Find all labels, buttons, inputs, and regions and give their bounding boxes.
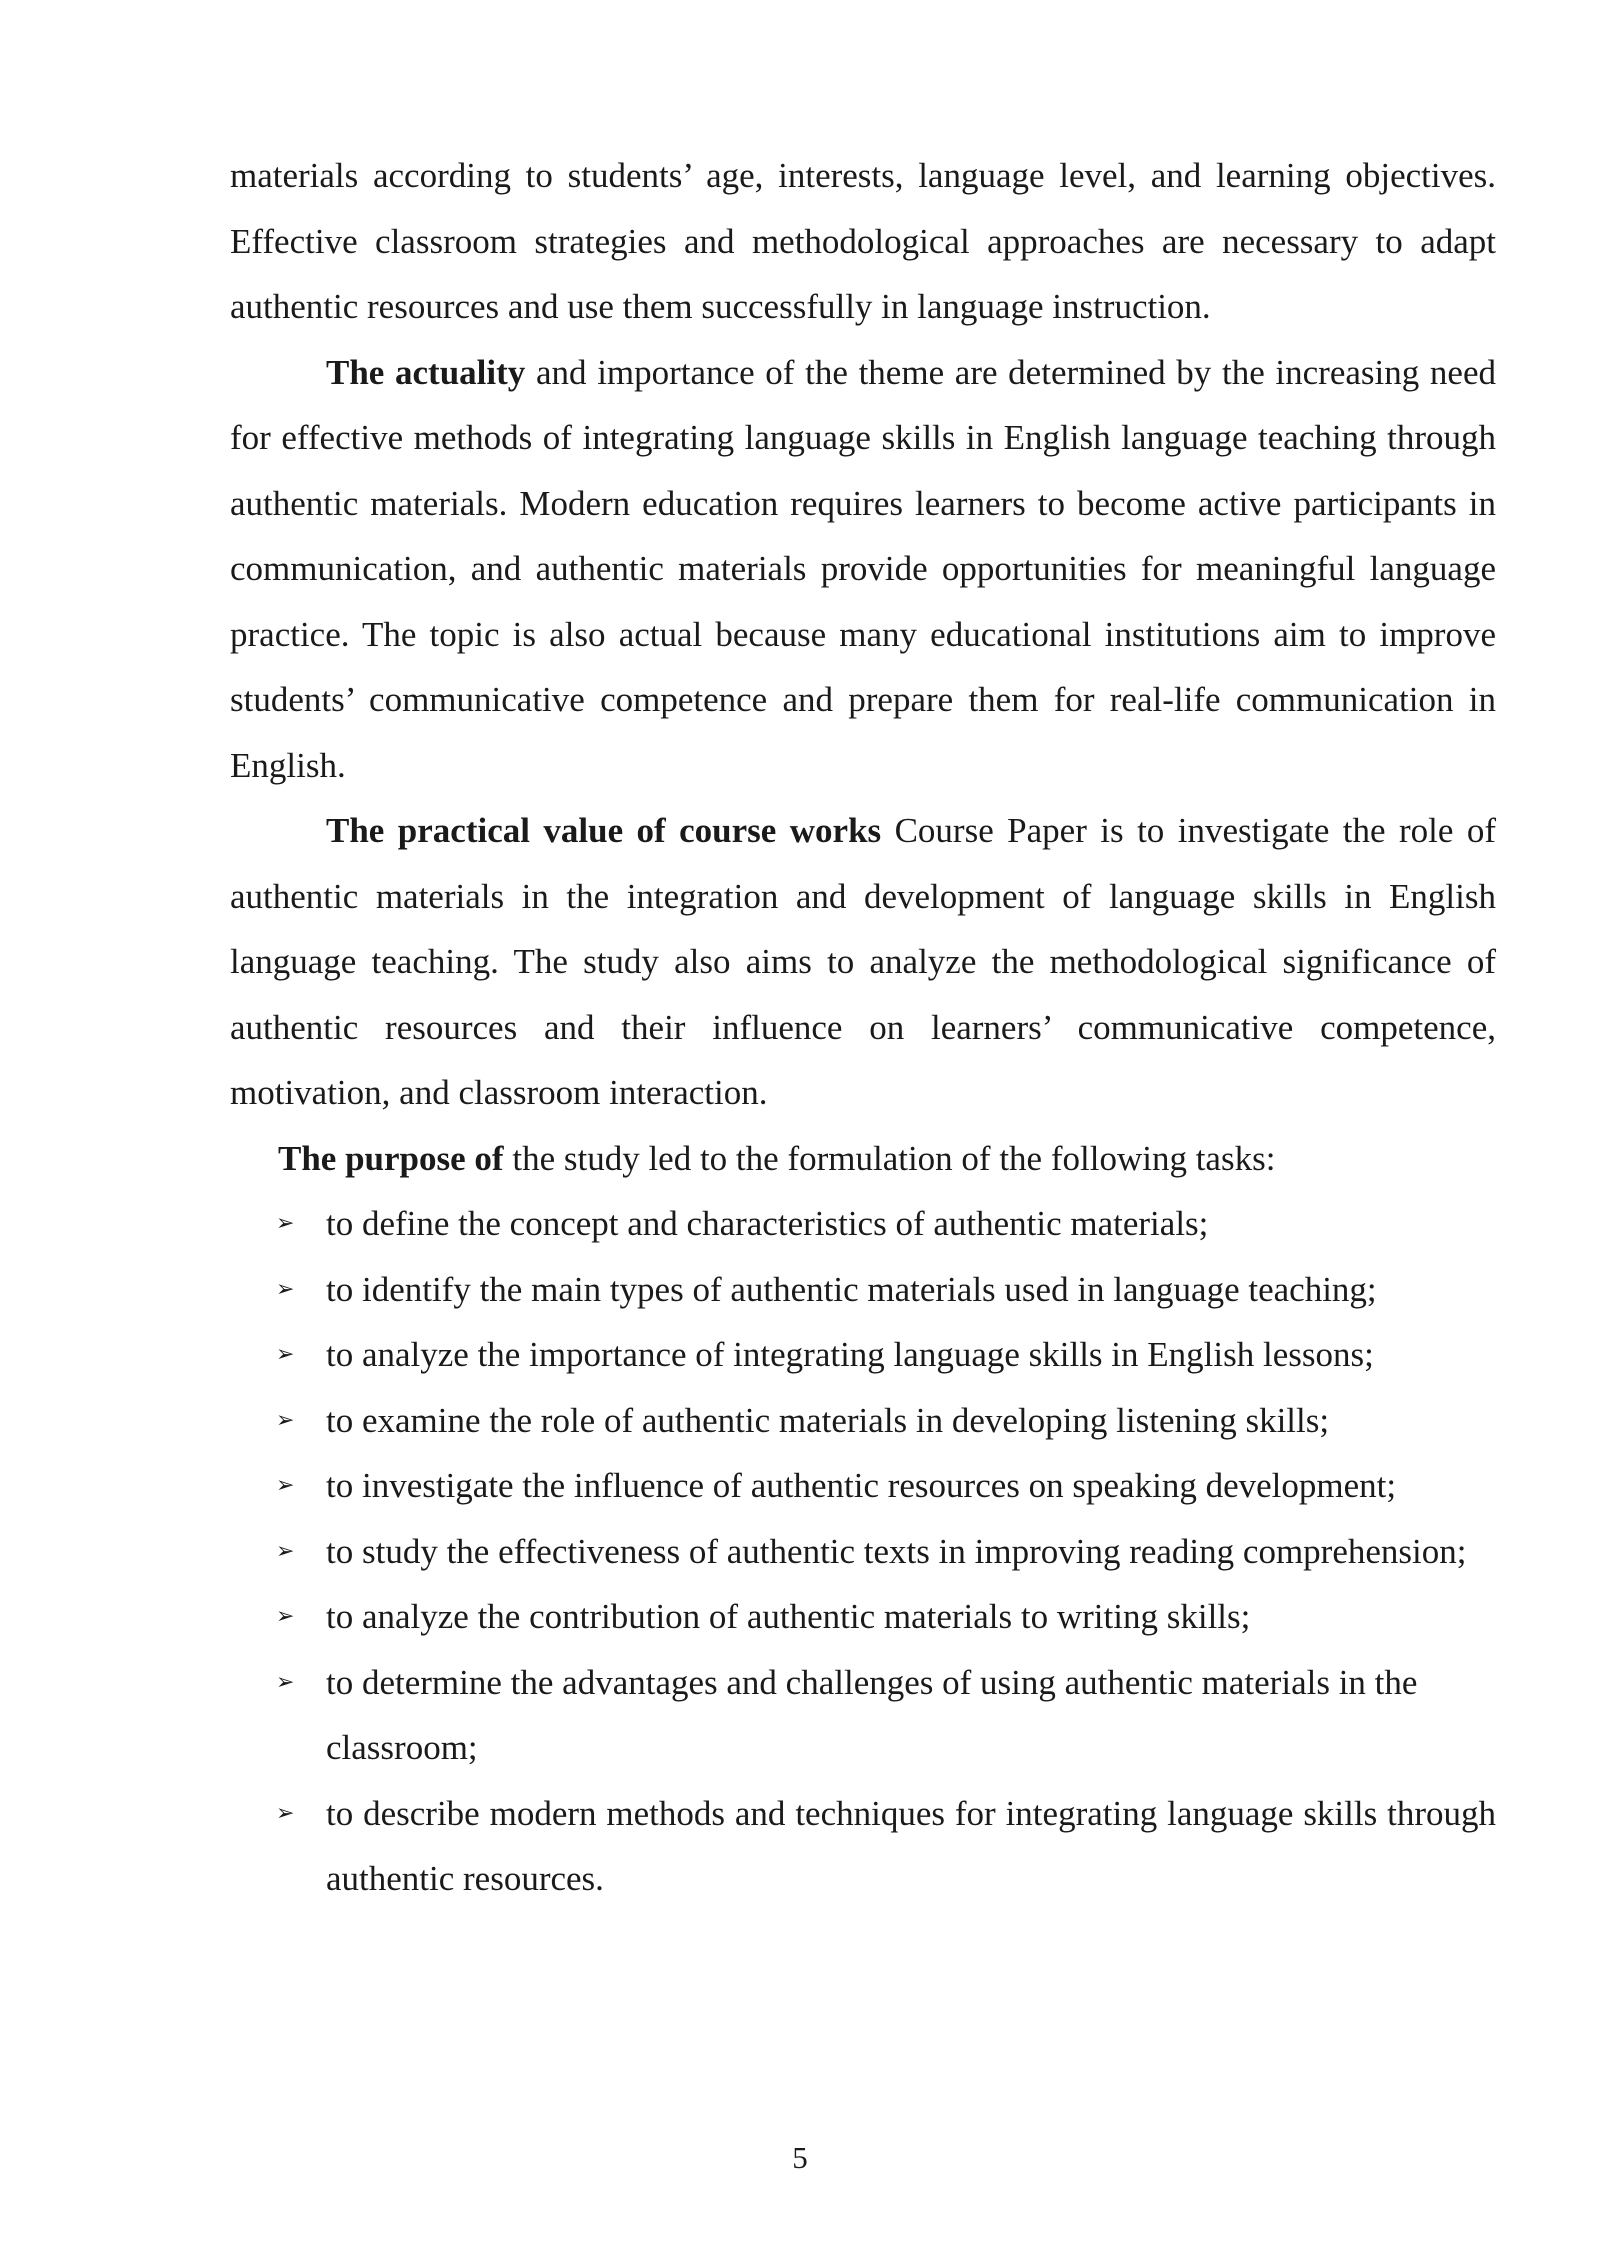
- intro-paragraph: materials according to students’ age, interests, language level, and learning objectives. Effective classroom strategies and methodological approaches are necessary to adapt authentic resources and use them successfully in language instruction.: [230, 156, 1496, 326]
- task-item: [276, 1650, 1510, 1781]
- arrow-bullet-icon: ➢: [276, 1800, 295, 1826]
- arrow-bullet-icon: ➢: [276, 1669, 295, 1695]
- task-text: to define the concept and characteristics of authentic materials;: [326, 1204, 1209, 1243]
- task-item: [276, 1388, 1496, 1454]
- arrow-bullet-icon: ➢: [276, 1473, 295, 1498]
- arrow-bullet-icon: ➢: [276, 1342, 295, 1367]
- actuality-paragraph: [230, 340, 1496, 799]
- task-item: [276, 1191, 1496, 1257]
- task-item: [276, 1257, 1496, 1323]
- task-text: to analyze the importance of integrating language skills in English lessons;: [326, 1335, 1374, 1374]
- actuality-heading: The actuality: [326, 352, 526, 392]
- purpose-heading: The purpose of: [278, 1138, 504, 1178]
- task-text: to describe modern methods and techniques for integrating language skills through authentic resources.: [326, 1793, 1496, 1898]
- task-list: [230, 1191, 1496, 1912]
- task-text: to determine the advantages and challenges of using authentic materials in the classroom;: [326, 1662, 1418, 1767]
- task-text: to identify the main types of authentic materials used in language teaching;: [326, 1269, 1377, 1309]
- actuality-text: and importance of the theme are determined by the increasing need for effective methods of integrating language skills in English language teaching through authentic materials. Modern education requires learners to become active participants in communication, and authentic materials provide opportunities for meaningful language practice. The topic is also actual because many educational institutions aim to improve students’ communicative competence and prepare them for real-life communication in English.: [230, 352, 1496, 785]
- task-item: [276, 1453, 1496, 1519]
- task-item: [276, 1584, 1496, 1650]
- task-text: to examine the role of authentic materials in developing listening skills;: [326, 1400, 1330, 1440]
- purpose-text: the study led to the formulation of the following tasks:: [503, 1138, 1276, 1178]
- practical-value-text: Course Paper is to investigate the role of authentic materials in the integration and development of language skills in English language teaching. The study also aims to analyze the methodological significance of authentic resources and their influence on learners’ communicative competence, motivation, and classroom interaction.: [230, 811, 1496, 1112]
- arrow-bullet-icon: ➢: [276, 1276, 295, 1302]
- task-text: to analyze the contribution of authentic materials to writing skills;: [326, 1597, 1251, 1636]
- practical-value-paragraph: [230, 798, 1496, 1126]
- task-text: to study the effectiveness of authentic texts in improving reading comprehension;: [326, 1531, 1467, 1571]
- task-item: [276, 1781, 1496, 1912]
- arrow-bullet-icon: ➢: [276, 1604, 295, 1629]
- task-text: to investigate the influence of authentic resources on speaking development;: [326, 1466, 1397, 1505]
- page-number: 5: [792, 2140, 808, 2175]
- task-item: [276, 1322, 1496, 1388]
- purpose-paragraph: [230, 1126, 1496, 1192]
- task-item: [276, 1519, 1496, 1585]
- arrow-bullet-icon: ➢: [276, 1407, 295, 1433]
- arrow-bullet-icon: ➢: [276, 1538, 295, 1564]
- practical-value-heading: The practical value of course works: [326, 811, 882, 850]
- page-body: [230, 143, 1496, 1912]
- arrow-bullet-icon: ➢: [276, 1211, 295, 1236]
